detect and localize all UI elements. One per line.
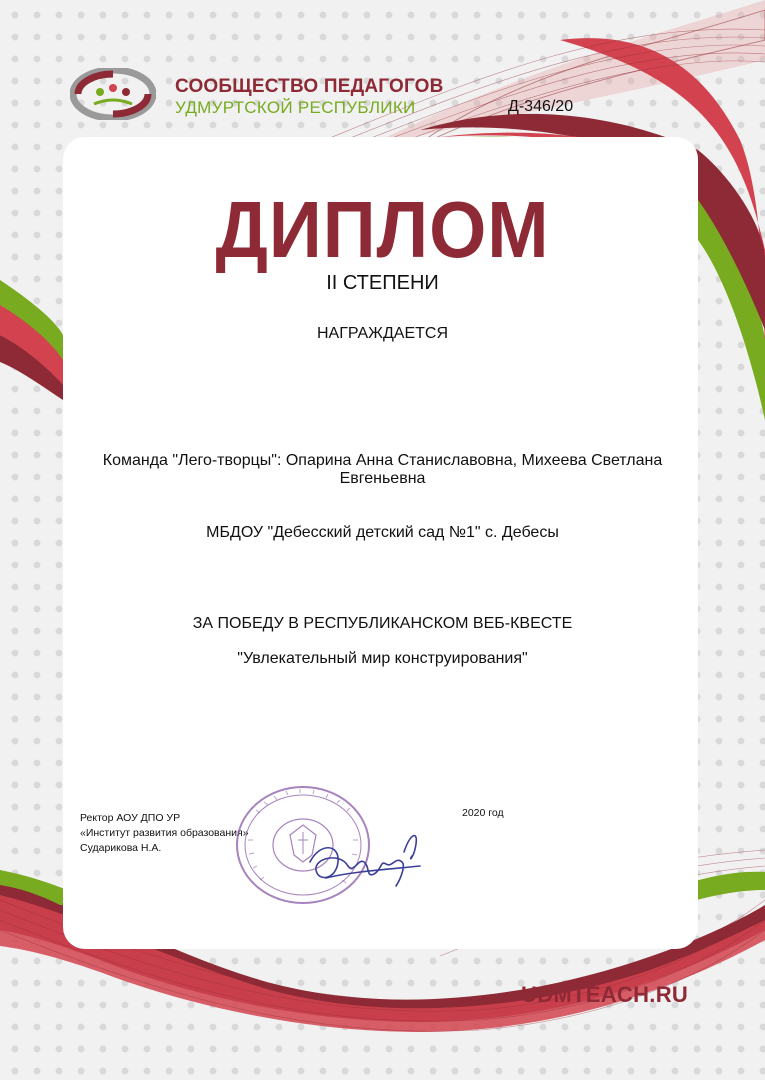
organization-name: СООБЩЕСТВО ПЕДАГОГОВ (175, 76, 444, 97)
institution: МБДОУ "Дебесский детский сад №1" с. Дебесы (206, 524, 559, 541)
document-number: Д-346/20 (508, 98, 574, 115)
issue-year: 2020 год (462, 807, 504, 819)
signatory-name: Сударикова Н.А. (80, 842, 162, 854)
signature-icon (300, 822, 440, 902)
organization-region: УДМУРТСКОЙ РЕСПУБЛИКИ (175, 98, 416, 117)
recipients: Команда "Лего-творцы": Опарина Анна Станиславовна, Михеева Светлана Евгеньевна (102, 452, 663, 487)
diploma-degree: II СТЕПЕНИ (326, 272, 439, 294)
website-url: UDMTEACH.RU (521, 982, 689, 1007)
award-reason: ЗА ПОБЕДУ В РЕСПУБЛИКАНСКОМ ВЕБ-КВЕСТЕ (192, 615, 573, 632)
signatory-institute: «Институт развития образования» (80, 827, 249, 839)
awarded-label: НАГРАЖДАЕТСЯ (317, 325, 448, 342)
diploma-title: ДИПЛОМ (215, 185, 550, 274)
event-name: "Увлекательный мир конструирования" (237, 650, 528, 667)
signatory-position: Ректор АОУ ДПО УР (80, 812, 181, 824)
signatory-block (80, 811, 249, 856)
community-logo-icon (70, 68, 156, 120)
